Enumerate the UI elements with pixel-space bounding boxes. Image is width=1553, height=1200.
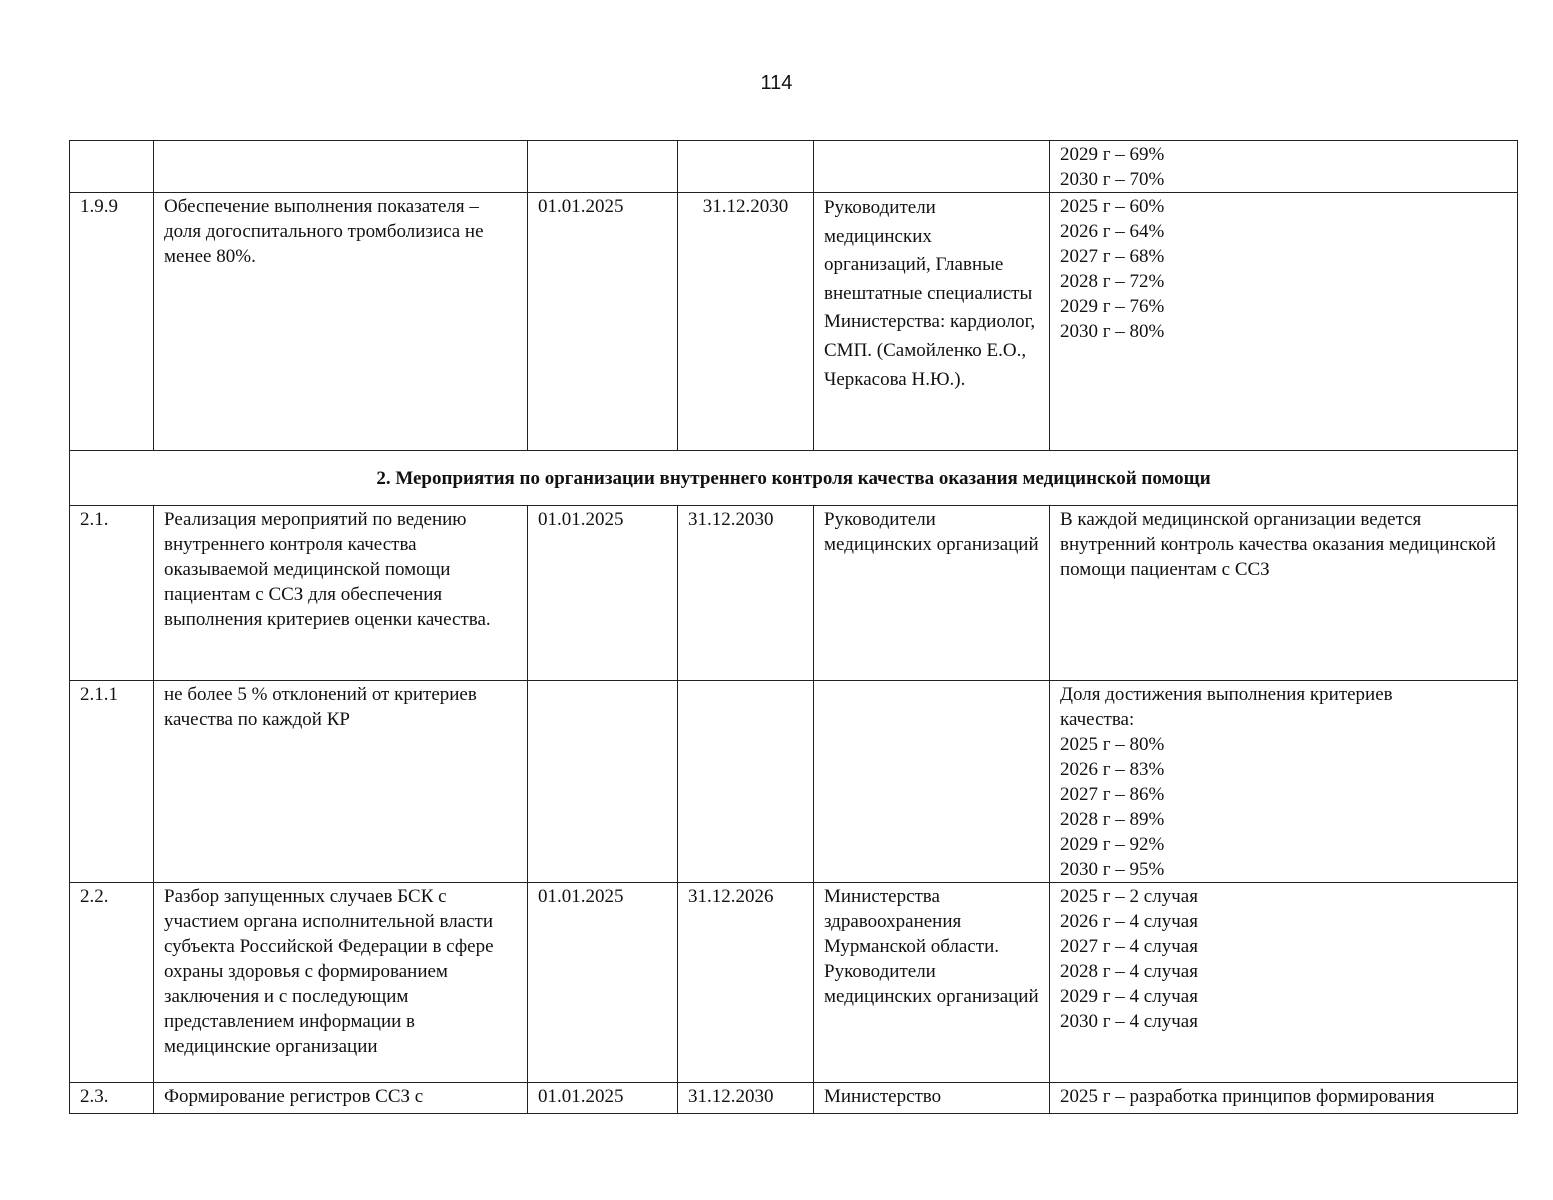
result-line: 2025 г – 80% [1060,734,1165,755]
cell-result [1050,141,1518,193]
cell-result [1050,681,1518,883]
section-header-row [70,451,1518,506]
cell-start [528,681,678,883]
result-line: 2028 г – 4 случая [1060,961,1198,982]
cell-activity: Реализация мероприятий по ведению внутреннего контроля качества оказываемой медицинской помощи пациентам с ССЗ для обеспечения выполнения критериев оценки качества. [154,506,528,681]
result-line: 2030 г – 4 случая [1060,1011,1198,1032]
cell-activity: не более 5 % отклонений от критериев качества по каждой КР [154,681,528,883]
result-line: 2027 г – 86% [1060,784,1165,805]
cell-activity: Разбор запущенных случаев БСК с участием органа исполнительной власти субъекта Российской Федерации в сфере охраны здоровья с формированием заключения и с последующим представлением информации в медицинские организации [154,883,528,1083]
cell-end [678,681,814,883]
result-line: 2026 г – 64% [1060,221,1165,242]
cell-result: В каждой медицинской организации ведется внутренний контроль качества оказания медицинской помощи пациентам с ССЗ [1050,506,1518,681]
table-row [70,193,1518,451]
cell-start: 01.01.2025 [528,193,678,451]
cell-num [70,141,154,193]
cell-end: 31.12.2030 [678,506,814,681]
result-line: 2027 г – 4 случая [1060,936,1198,957]
result-line: 2028 г – 89% [1060,809,1165,830]
cell-result [1050,883,1518,1083]
result-line: 2025 г – 60% [1060,196,1165,217]
cell-num: 2.3. [70,1083,154,1114]
result-line: 2025 г – 2 случая [1060,886,1198,907]
table-row [70,506,1518,681]
result-line: 2028 г – 72% [1060,271,1165,292]
table-row [70,141,1518,193]
cell-num: 1.9.9 [70,193,154,451]
table-row [70,1083,1518,1114]
cell-start [528,141,678,193]
section-title: 2. Мероприятия по организации внутреннего контроля качества оказания медицинской помощи [70,451,1518,506]
cell-end [678,141,814,193]
cell-start: 01.01.2025 [528,506,678,681]
table-row [70,883,1518,1083]
result-line: 2030 г – 80% [1060,321,1165,342]
cell-activity [154,141,528,193]
cell-responsible: Руководители медицинских организаций, Главные внештатные специалисты Министерства: кардиолог, СМП. (Самойленко Е.О., Черкасова Н.Ю.). [814,193,1050,451]
cell-responsible: Министерства здравоохранения Мурманской области. Руководители медицинских организаций [814,883,1050,1083]
result-line: 2030 г – 95% [1060,859,1165,880]
cell-num: 2.1.1 [70,681,154,883]
cell-start: 01.01.2025 [528,1083,678,1114]
cell-activity: Обеспечение выполнения показателя – доля догоспитального тромболизиса не менее 80%. [154,193,528,451]
cell-responsible: Министерство [814,1083,1050,1114]
page-number: 114 [760,72,793,94]
cell-activity: Формирование регистров ССЗ с [154,1083,528,1114]
cell-num: 2.2. [70,883,154,1083]
cell-result: 2025 г – разработка принципов формирования [1050,1083,1518,1114]
cell-responsible: Руководители медицинских организаций [814,506,1050,681]
result-line: 2029 г – 76% [1060,296,1165,317]
cell-end: 31.12.2026 [678,883,814,1083]
cell-end: 31.12.2030 [678,193,814,451]
result-line: 2030 г – 70% [1060,169,1165,190]
result-line: 2029 г – 92% [1060,834,1165,855]
result-line: 2029 г – 4 случая [1060,986,1198,1007]
cell-start: 01.01.2025 [528,883,678,1083]
cell-result [1050,193,1518,451]
result-intro: Доля достижения выполнения критериев качества: [1060,684,1393,730]
result-line: 2026 г – 83% [1060,759,1165,780]
result-line: 2029 г – 69% [1060,144,1165,165]
cell-responsible [814,141,1050,193]
cell-num: 2.1. [70,506,154,681]
cell-end: 31.12.2030 [678,1083,814,1114]
cell-responsible [814,681,1050,883]
result-line: 2026 г – 4 случая [1060,911,1198,932]
plan-table [69,140,1518,1114]
table-row [70,681,1518,883]
result-line: 2027 г – 68% [1060,246,1165,267]
